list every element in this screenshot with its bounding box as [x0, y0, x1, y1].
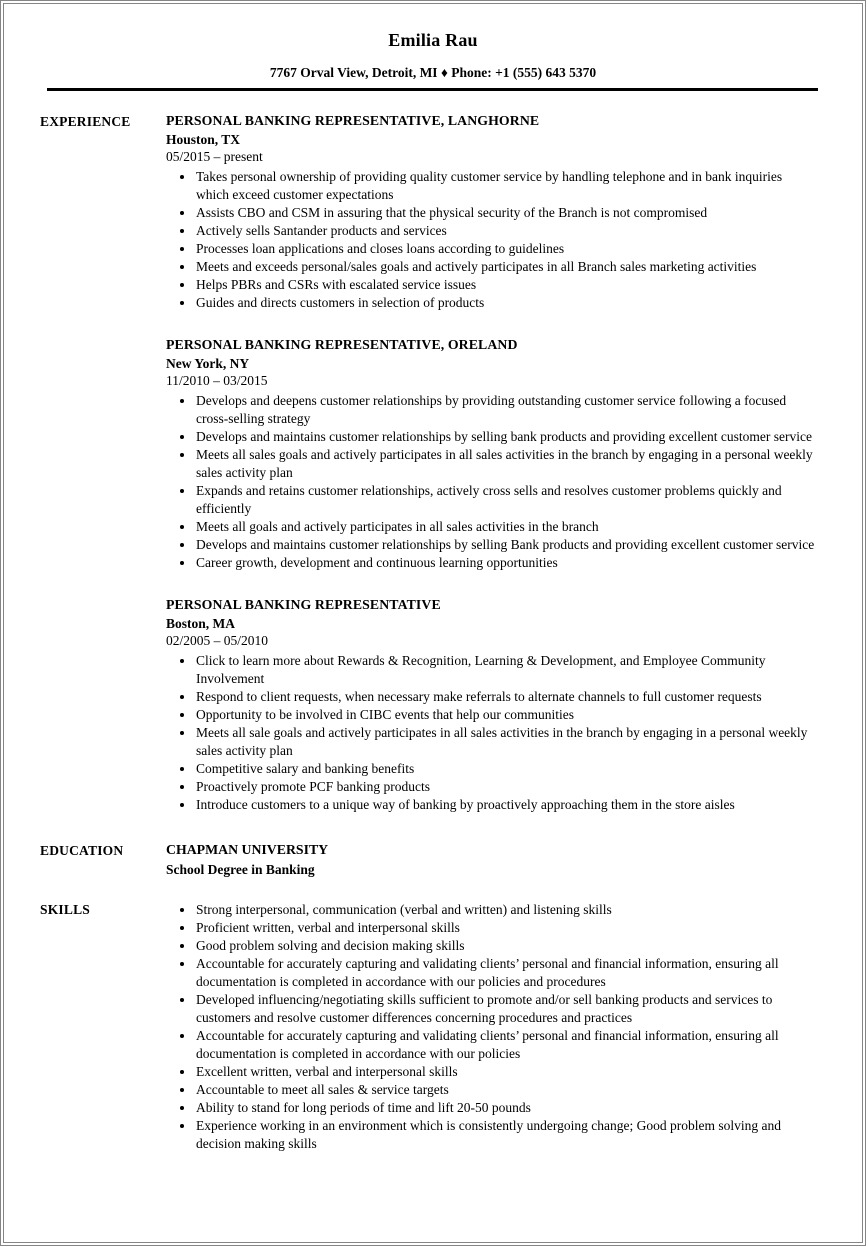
- bullet-item: • Opportunity to be involved in CIBC events that help our communities: [195, 706, 816, 724]
- bullet-item: • Proactively promote PCF banking products: [195, 778, 816, 796]
- bullet-item: • Introduce customers to a unique way of banking by proactively approaching them in the store aisles: [195, 796, 816, 814]
- resume-header: [4, 4, 862, 91]
- skills-label: SKILLS: [40, 902, 90, 917]
- candidate-name: Emilia Rau: [388, 30, 478, 50]
- bullet-item: • Excellent written, verbal and interpersonal skills: [195, 1063, 816, 1081]
- education-degree: School Degree in Banking: [166, 862, 315, 877]
- bullet-item: • Develops and maintains customer relationships by selling Bank products and providing excellent customer service: [195, 536, 816, 554]
- job-dates: 02/2005 – 05/2010: [166, 633, 269, 648]
- bullet-item: • Meets and exceeds personal/sales goals and actively participates in all Branch sales marketing activities: [195, 258, 816, 276]
- job-bullet-list: [166, 168, 816, 312]
- education-label: EDUCATION: [40, 843, 124, 858]
- bullet-item: • Ability to stand for long periods of time and lift 20-50 pounds: [195, 1099, 816, 1117]
- job-entry-oreland: [166, 337, 816, 572]
- education-school: CHAPMAN UNIVERSITY: [166, 842, 329, 857]
- job-title: PERSONAL BANKING REPRESENTATIVE: [166, 597, 441, 612]
- education-content: [166, 842, 816, 878]
- bullet-item: • Career growth, development and continuous learning opportunities: [195, 554, 816, 572]
- bullet-item: • Processes loan applications and closes loans according to guidelines: [195, 240, 816, 258]
- bullet-item: • Meets all sales goals and actively participates in all sales activities in the branch by engaging in a personal weekly sales activity plan: [195, 446, 816, 482]
- bullet-item: • Developed influencing/negotiating skills sufficient to promote and/or sell banking products and services to customers and resolve customer differences concerning procedures and practices: [195, 991, 816, 1027]
- job-entry-langhorne: [166, 113, 816, 312]
- resume-body: [4, 91, 862, 1153]
- experience-content: [166, 113, 816, 814]
- education-section: [40, 842, 816, 878]
- bullet-item: • Click to learn more about Rewards & Recognition, Learning & Development, and Employee Community Involvement: [195, 652, 816, 688]
- skills-section: [40, 901, 816, 1153]
- bullet-item: • Helps PBRs and CSRs with escalated service issues: [195, 276, 816, 294]
- experience-label: EXPERIENCE: [40, 114, 131, 129]
- job-bullet-list: [166, 392, 816, 572]
- bullet-item: • Develops and deepens customer relationships by providing outstanding customer service following a focused cross-selling strategy: [195, 392, 816, 428]
- bullet-item: • Assists CBO and CSM in assuring that the physical security of the Branch is not compromised: [195, 204, 816, 222]
- experience-section: [40, 113, 816, 814]
- contact-line: 7767 Orval View, Detroit, MI ♦ Phone: +1 (555) 643 5370: [269, 65, 597, 80]
- bullet-item: • Accountable for accurately capturing and validating clients’ personal and financial information, ensuring all documentation is completed in accordance with our policies: [195, 1027, 816, 1063]
- bullet-item: • Expands and retains customer relationships, actively cross sells and resolves customer problems quickly and efficiently: [195, 482, 816, 518]
- bullet-item: • Actively sells Santander products and services: [195, 222, 816, 240]
- job-location: Houston, TX: [166, 132, 241, 147]
- job-dates: 05/2015 – present: [166, 149, 263, 164]
- bullet-item: • Accountable for accurately capturing and validating clients’ personal and financial information, ensuring all documentation is completed in accordance with our policies and procedures: [195, 955, 816, 991]
- bullet-item: • Competitive salary and banking benefits: [195, 760, 816, 778]
- bullet-item: • Meets all goals and actively participates in all sales activities in the branch: [195, 518, 816, 536]
- job-title: PERSONAL BANKING REPRESENTATIVE, ORELAND: [166, 337, 518, 352]
- job-location: New York, NY: [166, 356, 250, 371]
- bullet-item: • Takes personal ownership of providing quality customer service by handling telephone and in bank inquiries which exceed customer expectations: [195, 168, 816, 204]
- bullet-item: • Accountable to meet all sales & service targets: [195, 1081, 816, 1099]
- bullet-item: • Meets all sale goals and actively participates in all sales activities in the branch by engaging in a personal weekly sales activity plan: [195, 724, 816, 760]
- bullet-item: • Guides and directs customers in selection of products: [195, 294, 816, 312]
- job-bullet-list: [166, 652, 816, 814]
- bullet-item: • Develops and maintains customer relationships by selling bank products and providing excellent customer service: [195, 428, 816, 446]
- skills-bullet-list: [166, 901, 816, 1153]
- bullet-item: • Strong interpersonal, communication (verbal and written) and listening skills: [195, 901, 816, 919]
- skills-content: [166, 901, 816, 1153]
- bullet-item: • Proficient written, verbal and interpersonal skills: [195, 919, 816, 937]
- job-title: PERSONAL BANKING REPRESENTATIVE, LANGHORNE: [166, 113, 540, 128]
- bullet-item: • Respond to client requests, when necessary make referrals to alternate channels to full customer requests: [195, 688, 816, 706]
- job-dates: 11/2010 – 03/2015: [166, 373, 268, 388]
- bullet-item: • Experience working in an environment which is consistently undergoing change; Good problem solving and decision making skills: [195, 1117, 816, 1153]
- bullet-item: • Good problem solving and decision making skills: [195, 937, 816, 955]
- job-entry-boston: [166, 597, 816, 814]
- job-location: Boston, MA: [166, 616, 236, 631]
